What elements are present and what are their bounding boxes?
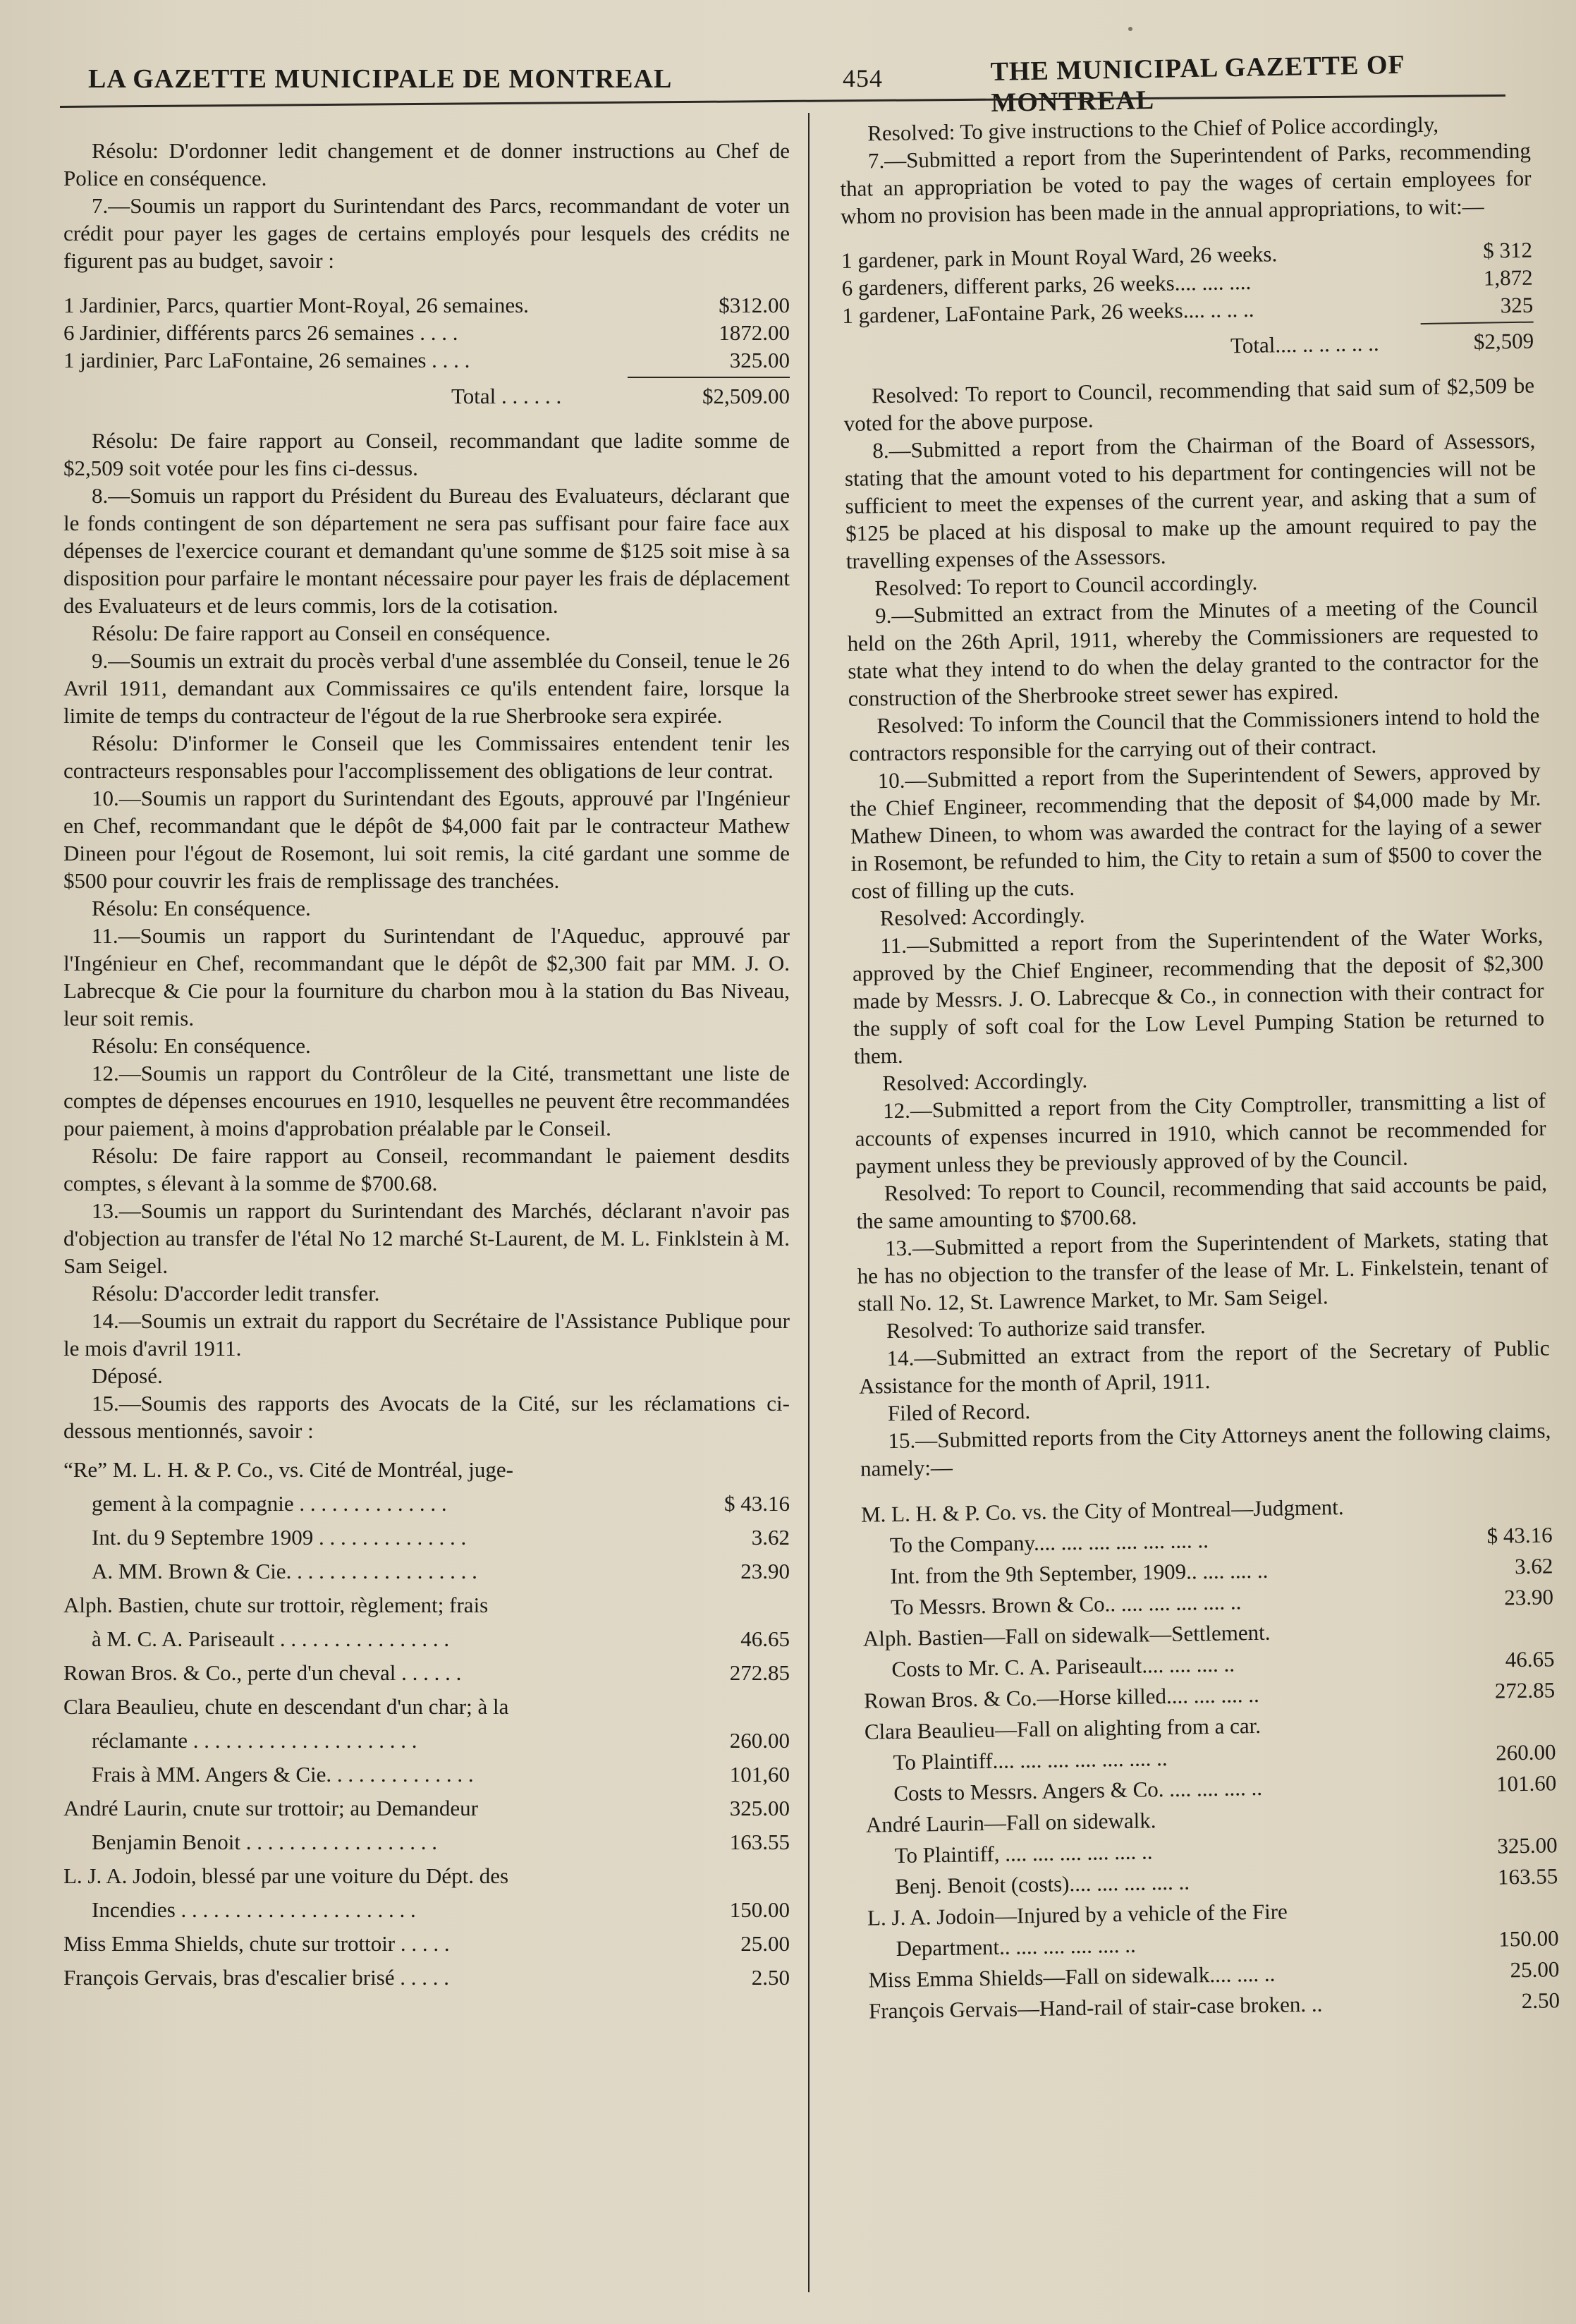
sum-rule — [1421, 322, 1534, 325]
list-item: 1 gardener, LaFontaine Park, 26 weeks.... .. .. .. 325 — [842, 292, 1534, 328]
page-number: 454 — [843, 64, 883, 92]
table-row: Costs to Messrs. Angers & Co. .... .... .... .. 101.60 — [893, 1770, 1557, 1806]
item-13-fr: 13.—Soumis un rapport du Surintendant des Marchés, déclarant n'avoir pas d'objection au transfer de l'étal No 12 marché St-Laurent, de M. L. Finklstein à M. Sam Seigel. — [63, 1198, 790, 1278]
total-row: Total . . . . . . $2,509.00 — [451, 384, 790, 408]
resolution-12-en: Resolved: To report to Council, recommending that said accounts be paid, the same amounting to $700.68. — [856, 1170, 1548, 1234]
resolution-8-fr: Résolu: De faire rapport au Conseil en conséquence. — [92, 621, 551, 645]
item-8-en: 8.—Submitted a report from the Chairman of the Board of Assessors, stating that the amount voted to his department for contingencies will not be sufficient to meet the expenses of the current year, and asking that a sum of $125 be placed at his disposal to make up the amount required to pay the travelling expenses of the Assessors. — [844, 427, 1537, 573]
table-row: réclamante . . . . . . . . . . . . . . . . . . . . . 260.00 — [92, 1728, 790, 1753]
list-item: 1 Jardinier, Parcs, quartier Mont-Royal, 26 semaines. $312.00 — [63, 293, 790, 317]
table-row: Miss Emma Shields, chute sur trottoir . . . . . 25.00 — [63, 1931, 790, 1956]
resolution-11-en: Resolved: Accordingly. — [882, 1067, 1088, 1096]
resolution-12-fr: Résolu: De faire rapport au Conseil, recommandant le paiement desdits comptes, s élevant à la somme de $700.68. — [63, 1143, 790, 1196]
item-11-fr: 11.—Soumis un rapport du Surintendant de l'Aqueduc, approuvé par l'Ingénieur en Chef, recommandant que le dépôt de $2,300 fait par MM. J. O. Labrecque & Cie pour la fourniture du charbon mou à la station du Bas Niveau, leur soit remis. — [63, 923, 790, 1030]
table-row: François Gervais—Hand-rail of stair-case broken. .. 2.50 — [868, 1988, 1560, 2024]
item-15-en: 15.—Submitted reports from the City Attorneys anent the following claims, namely:— — [860, 1418, 1551, 1481]
resolution-8-en: Resolved: To report to Council accordingly. — [874, 569, 1258, 601]
resolution-14-fr: Déposé. — [92, 1363, 163, 1388]
table-row: François Gervais, bras d'escalier brisé . . . . . 2.50 — [63, 1965, 790, 1990]
table-row: To the Company.... .... .... .... .... .... .. $ 43.16 — [889, 1522, 1553, 1558]
table-row: L. J. A. Jodoin, blessé par une voiture du Dépt. des — [63, 1863, 509, 1888]
table-row: à M. C. A. Pariseault . . . . . . . . . . . . . . . . 46.65 — [92, 1626, 790, 1651]
item-15-fr: 15.—Soumis des rapports des Avocats de la Cité, sur les réclamations ci-dessous mentionnés, savoir : — [63, 1391, 790, 1443]
item-7-fr: 7.—Soumis un rapport du Surintendant des Parcs, recommandant de voter un crédit pour payer les gages de certains employés pour lesquels des crédits ne figurent pas au budget, savoir : — [63, 193, 790, 273]
claims-list-fr — [63, 1453, 790, 1995]
item-12-en: 12.—Submitted a report from the City Comptroller, transmitting a list of accounts of expenses incurred in 1910, which cannot be recommended for payment unless they be previously approved of by the Council. — [855, 1088, 1546, 1179]
table-row: Int. du 9 Septembre 1909 . . . . . . . . . . . . . . 3.62 — [92, 1525, 790, 1550]
resolution-police-fr: Résolu: D'ordonner ledit changement et de donner instructions au Chef de Police en conséquence. — [63, 138, 790, 190]
resolution-10-en: Resolved: Accordingly. — [879, 902, 1085, 931]
list-item: 6 Jardinier, différents parcs 26 semaines . . . . 1872.00 — [63, 320, 790, 345]
table-row: Alph. Bastien—Fall on sidewalk—Settlement. — [862, 1619, 1271, 1651]
item-11-en: 11.—Submitted a report from the Superintendent of the Water Works, approved by the Chief Engineer, recommending that the deposit of $2,300 made by Messrs. J. O. Labrecque & Co., in connection with their contract for the supply of soft coal for the Low Level Pumping Station be returned to them. — [852, 923, 1545, 1069]
item-13-en: 13.—Submitted a report from the Superintendent of Markets, stating that he has no objection to the transfer of the lease of Mr. L. Finkelstein, tenant of stall No. 12, St. Lawrence Market, to Mr. Sam Seigel. — [857, 1225, 1548, 1316]
table-row: Benjamin Benoit . . . . . . . . . . . . . . . . . . 163.55 — [92, 1830, 790, 1854]
page-header — [74, 49, 1505, 118]
resolution-9-en: Resolved: To inform the Council that the Commissioners intend to hold the contractors responsible for the carrying out of their contract. — [848, 702, 1540, 766]
resolution-13-en: Resolved: To authorize said transfer. — [886, 1313, 1206, 1344]
table-row: Rowan Bros. & Co., perte d'un cheval . . . . . . 272.85 — [63, 1660, 790, 1685]
table-row: Int. from the 9th September, 1909.. .... .... .. 3.62 — [890, 1553, 1553, 1589]
table-row: Frais à MM. Angers & Cie. . . . . . . . . . . . . . 101,60 — [92, 1762, 790, 1787]
french-column — [63, 120, 790, 1995]
list-item: 6 gardeners, different parks, 26 weeks.... .... .... 1,872 — [841, 264, 1533, 300]
table-row: M. L. H. & P. Co. vs. the City of Montreal—Judgment. — [860, 1495, 1344, 1527]
item-14-fr: 14.—Soumis un extrait du rapport du Secrétaire de l'Assistance Publique pour le mois d'avril 1911. — [63, 1308, 790, 1361]
header-english-title: THE MUNICIPAL GAZETTE OF MONTREAL — [990, 49, 1405, 118]
table-row: To Messrs. Brown & Co.. .... .... .... .... .. 23.90 — [890, 1584, 1554, 1620]
item-10-en: 10.—Submitted a report from the Superintendent of Sewers, approved by the Chief Engineer, recommending that the deposit of $4,000 made by Mr. Mathew Dineen, to whom was awarded the contract for the laying of a sewer in Rosemont, be refunded to him, the City to retain a sum of $500 to cover the cost of filling up the cuts. — [850, 758, 1542, 904]
resolution-14-en: Filed of Record. — [887, 1398, 1031, 1426]
table-row: Rowan Bros. & Co.—Horse killed.... .... .... .. 272.85 — [863, 1677, 1556, 1713]
table-row: Miss Emma Shields—Fall on sidewalk.... .... .. 25.00 — [868, 1957, 1560, 1993]
table-row: Clara Beaulieu—Fall on alighting from a car. — [864, 1712, 1262, 1744]
total-row: Total.... .. .. .. .. .. $2,509 — [1230, 328, 1534, 358]
table-row: Incendies . . . . . . . . . . . . . . . . . . . . . . 150.00 — [92, 1897, 790, 1922]
item-7-en: 7.—Submitted a report from the Superintendent of Parks, recommending that an appropriation be voted to pay the wages of certain employees for whom no provision has been made in the annual appropriations, to wit:— — [840, 138, 1532, 229]
table-row: Benj. Benoit (costs).... .... .... .... .. 163.55 — [895, 1863, 1558, 1899]
item-8-fr: 8.—Somuis un rapport du Président du Bureau des Evaluateurs, déclarant que le fonds contingent de son département ne sera pas suffisant pour faire face aux dépenses de l'exercice courant et demandant qu'une somme de $125 soit mise à sa disposition pour parfaire le montant nécessaire pour payer les frais de déplacement des Evaluateurs et de leurs commis, lors de la cotisation. — [63, 483, 790, 618]
item-9-fr: 9.—Soumis un extrait du procès verbal d'une assemblée du Conseil, tenue le 26 Avril 1911, demandant aux Commissaires ce qu'ils entendent faire, lorsque la limite de temps du contracteur de l'égout de la rue Sherbrooke sera expirée. — [63, 648, 790, 728]
table-row: Clara Beaulieu, chute en descendant d'un char; à la — [63, 1694, 509, 1719]
resolution-13-fr: Résolu: D'accorder ledit transfer. — [92, 1281, 380, 1306]
table-row: To Plaintiff.... .... .... .... .... .... .. 260.00 — [893, 1739, 1556, 1775]
resolution-10-fr: Résolu: En conséquence. — [92, 896, 311, 920]
table-row: Alph. Bastien, chute sur trottoir, règlement; frais — [63, 1593, 489, 1617]
table-row: Department.. .... .... .... .... .. 150.00 — [896, 1925, 1559, 1961]
table-row: Costs to Mr. C. A. Pariseault.... .... .... .. 46.65 — [891, 1646, 1555, 1682]
english-column — [839, 109, 1560, 2027]
table-row: L. J. A. Jodoin—Injured by a vehicle of the Fire — [867, 1899, 1288, 1930]
item-7-list-fr — [63, 291, 790, 410]
sum-rule — [628, 377, 790, 378]
resolution-police-en: Resolved: To give instructions to the Chief of Police accordingly, — [867, 111, 1439, 146]
item-14-en: 14.—Submitted an extract from the report of the Secretary of Public Assistance for the month of April, 1911. — [858, 1335, 1550, 1399]
table-row: A. MM. Brown & Cie. . . . . . . . . . . . . . . . . . 23.90 — [92, 1559, 790, 1583]
list-item: 1 gardener, park in Mount Royal Ward, 26 weeks. $ 312 — [841, 237, 1533, 273]
header-french-title: LA GAZETTE MUNICIPALE DE MONTREAL — [88, 64, 673, 94]
claims-list-en — [861, 1488, 1560, 2026]
list-item: 1 jardinier, Parc LaFontaine, 26 semaines . . . . 325.00 — [63, 348, 790, 372]
resolution-7-en: Resolved: To report to Council, recommending that said sum of $2,509 be voted for the above purpose. — [843, 372, 1535, 436]
item-9-en: 9.—Submitted an extract from the Minutes of a meeting of the Council held on the 26th April, 1911, whereby the Commissioners are requested to state what they intend to do when the delay granted to the contractor for the construction of the Sherbrooke street sewer has expired. — [847, 592, 1539, 711]
table-row: André Laurin—Fall on sidewalk. — [865, 1808, 1156, 1837]
table-row: To Plaintiff, .... .... .... .... .... .. 325.00 — [894, 1832, 1558, 1868]
item-10-fr: 10.—Soumis un rapport du Surintendant des Egouts, approuvé par l'Ingénieur en Chef, recommandant que le dépôt de $4,000 fait par le contracteur Mathew Dineen pour l'égout de Rosemont, lui soit remis, la cité gardant une somme de $500 pour couvrir les frais de remplissage des tranchées. — [63, 786, 790, 893]
item-7-list-en — [841, 236, 1534, 365]
item-12-fr: 12.—Soumis un rapport du Contrôleur de la Cité, transmettant une liste de comptes de dépenses encourues en 1910, lesquelles ne peuvent être recommandées pour paiement, à moins d'approbation préalable par le Conseil. — [63, 1061, 790, 1140]
table-row: André Laurin, cnute sur trottoir; au Demandeur 325.00 — [63, 1796, 790, 1820]
resolution-11-fr: Résolu: En conséquence. — [92, 1033, 311, 1058]
resolution-9-fr: Résolu: D'informer le Conseil que les Commissaires entendent tenir les contracteurs responsables pour l'accomplissement des obligations de leur contrat. — [63, 731, 790, 783]
table-row: “Re” M. L. H. & P. Co., vs. Cité de Montréal, juge- — [63, 1457, 513, 1482]
paper-speck — [1128, 27, 1132, 31]
resolution-7-fr: Résolu: De faire rapport au Conseil, recommandant que ladite somme de $2,509 soit votée pour les fins ci-dessus. — [63, 428, 790, 480]
column-divider — [808, 113, 810, 2292]
table-row: gement à la compagnie . . . . . . . . . . . . . . $ 43.16 — [92, 1491, 790, 1516]
